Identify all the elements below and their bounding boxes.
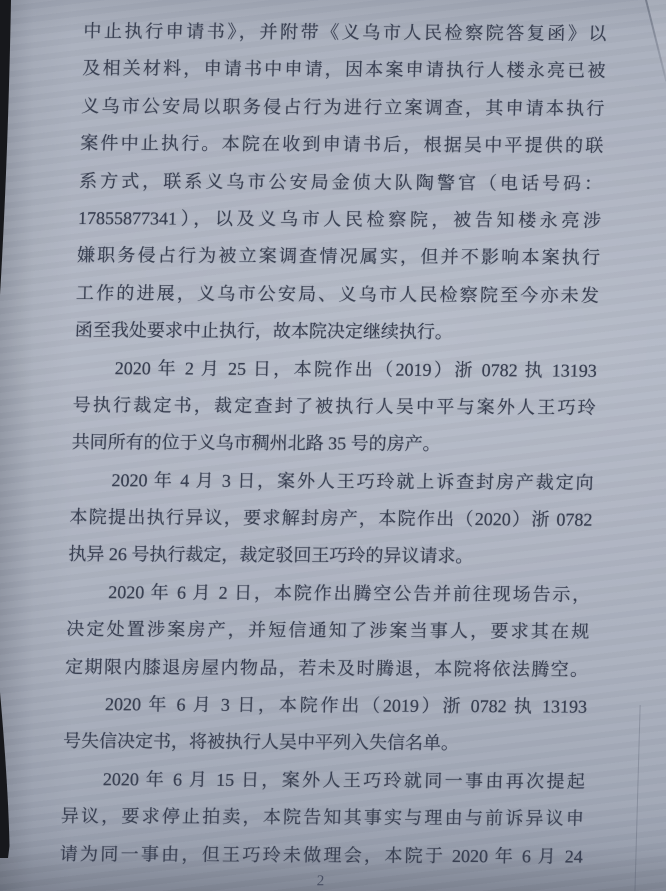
document-line: 号执行裁定书，裁定查封了被执行人吴中平与案外人王巧玲 (72, 394, 596, 418)
document-line: 异议，要求停止拍卖，本院告知其事实与理由与前诉异议申 (60, 806, 585, 829)
document-text-block (59, 13, 607, 891)
document-line: 请为同一事由，但王巧玲未做理会，本院于 2020 年 6 月 24 (59, 843, 584, 867)
document-line: 共同所有的位于义乌市稠州北路 35 号的房产。 (71, 432, 441, 455)
document-line: 系方式，联系义乌市公安局金侦大队陶警官（电话号码： (78, 170, 603, 194)
document-line: 工作的进展，义乌市公安局、义乌市人民检察院至今亦未发 (75, 282, 600, 306)
document-line: 案件中止执行。本院在收到申请书后，根据吴中平提供的联 (79, 133, 604, 156)
document-line: 执异 26 号执行裁定，裁定驳回王巧玲的异议请求。 (68, 544, 474, 567)
document-line: 嫌职务侵占行为被立案调查情况属实，但并不影响本案执行 (76, 245, 601, 269)
document-line: 2020 年 6 月 2 日，本院作出腾空公告并前往现场告示， (108, 581, 591, 605)
document-line: 中止执行申请书》，并附带《义乌市人民检察院答复函》以 (83, 20, 607, 44)
document-line: 定期限内膝退房屋内物品，若未及时腾退，本院将依法腾空。 (64, 656, 589, 680)
paper-edge-line (634, 705, 640, 891)
scan-edge-left (0, 0, 16, 891)
document-line: 号失信决定书，将被执行人吴中平列入失信名单。 (62, 731, 460, 754)
document-line: 义乌市公安局以职务侵占行为进行立案调查，其申请本执行 (81, 95, 605, 119)
document-line: 2020 年 6 月 3 日，本院作出（2019）浙 0782 执 13193 (104, 694, 588, 717)
document-line: 决定处置涉案房产，并短信通知了涉案当事人，要求其在规 (65, 619, 590, 642)
document-line: 及相关材料，申请书中申请，因本案申请执行人楼永亮已被 (82, 58, 606, 82)
document-line: 本院提出执行异议，要求解封房产，本院作出（2020）浙 0782 (69, 507, 593, 530)
document-line: 2020 年 6 月 15 日，案外人王巧玲就同一事由再次提起 (102, 768, 586, 792)
document-line: 2020 年 4 月 3 日，案外人王巧玲就上诉查封房产裁定向 (111, 469, 594, 493)
document-line: 函至我处要求中止执行，故本院决定继续执行。 (74, 320, 454, 343)
document-line: 17855877341），以及义乌市人民检察院，被告知楼永亮涉 (77, 207, 602, 231)
document-line: 2020 年 2 月 25 日，本院作出（2019）浙 0782 执 13193 (114, 357, 598, 381)
page-number: 2 (316, 873, 325, 890)
